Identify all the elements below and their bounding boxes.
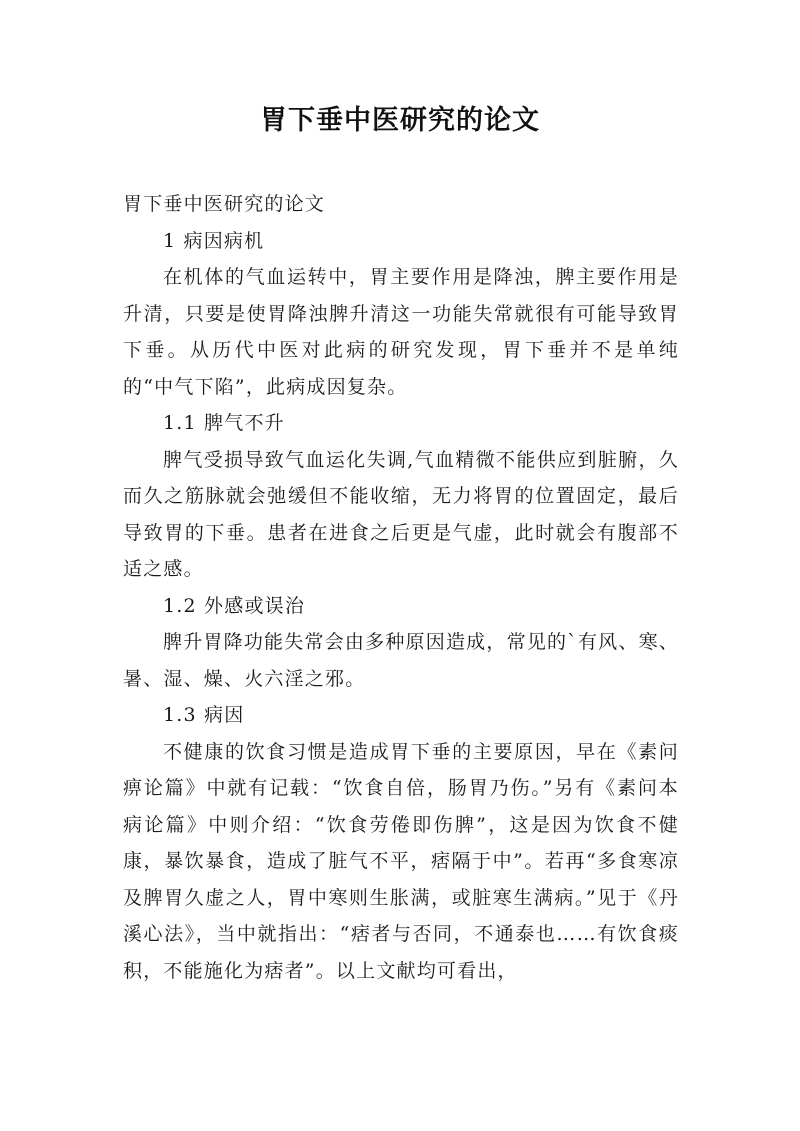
section-heading-1: 1 病因病机 (163, 229, 265, 252)
paragraph-4: 不健康的饮食习惯是造成胃下垂的主要原因，早在《素问痹论篇》中就有记载：“饮食自倍，肠胃乃伤。”另有《素问本病论篇》中则介绍：“饮食劳倦即伤脾”，这是因为饮食不健康，暴饮暴食，造成了脏气不平，痞隔于中”。若再“多食寒凉及脾胃久虚之人，胃中寒则生胀满，或脏寒生满病。”见于《丹溪心法》，当中就指出：“痞者与否同，不通泰也……有饮食痰积，不能施化为痞者”。以上文献均可看出， (123, 740, 679, 982)
document-body (123, 186, 679, 989)
paragraph-2: 脾气受损导致气血运化失调,气血精微不能供应到脏腑，久而久之筋脉就会弛缓但不能收缩，无力将胃的位置固定，最后导致胃的下垂。患者在进食之后更是气虚，此时就会有腹部不适之感。 (123, 448, 679, 580)
paragraph-3: 脾升胃降功能失常会由多种原因造成，常见的`有风、寒、暑、湿、燥、火六淫之邪。 (123, 631, 679, 690)
paragraph-1: 在机体的气血运转中，胃主要作用是降浊，脾主要作用是升清，只要是使胃降浊脾升清这一功能失常就很有可能导致胃下垂。从历代中医对此病的研究发现，胃下垂并不是单纯的“中气下陷”，此病成因复杂。 (123, 266, 679, 398)
section-heading-1-3: 1.3 病因 (163, 704, 245, 726)
document-title: 胃下垂中医研究的论文 (260, 105, 540, 136)
section-heading-1-2: 1.2 外感或误治 (163, 594, 306, 617)
paragraph-heading-title: 胃下垂中医研究的论文 (123, 193, 326, 215)
section-heading-1-1: 1.1 脾气不升 (163, 412, 285, 434)
